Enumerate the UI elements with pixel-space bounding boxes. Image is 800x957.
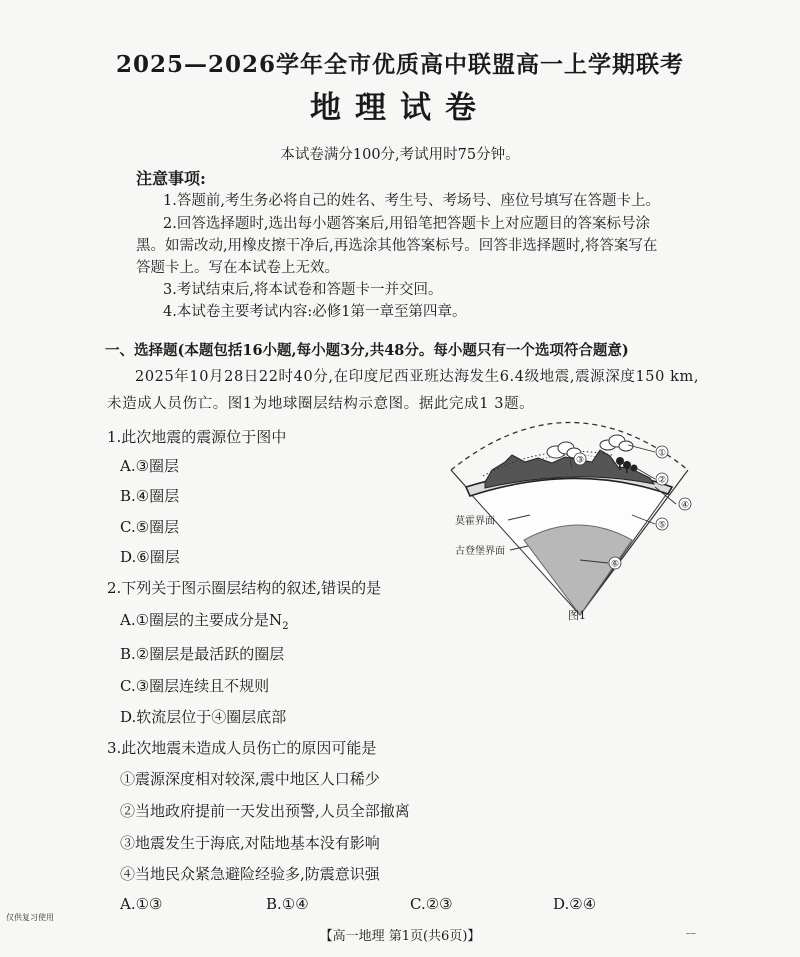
marker-1: ①: [657, 448, 667, 459]
marker-4: ④: [680, 500, 690, 511]
corner-mark: ㅡ: [686, 930, 696, 941]
q2-option-c: C.③圈层连续且不规则: [120, 677, 270, 695]
marker-3: ③: [575, 455, 585, 466]
moho-label: 莫霍界面: [455, 516, 495, 527]
q1-option-d: D.⑥圈层: [120, 548, 180, 566]
q3-option-c: C.②③: [410, 895, 453, 913]
q3-statement-3: ③地震发生于海底,对陆地基本没有影响: [120, 834, 380, 852]
exam-title: 2025—2026学年全市优质高中联盟高一上学期联考: [115, 51, 685, 78]
q1-option-c: C.⑤圈层: [120, 518, 180, 536]
q3-statement-2: ②当地政府提前一天发出预警,人员全部撤离: [120, 802, 410, 820]
q2-option-b: B.②圈层是最活跃的圈层: [120, 645, 285, 663]
q3-option-d: D.②④: [553, 895, 597, 913]
notice-line-2: 2.回答选择题时,选出每小题答案后,用铅笔把答题卡上对应题目的答案标号涂: [163, 216, 651, 232]
q2-option-a: A.①圈层的主要成分是$N_2$: [120, 611, 289, 632]
notice-line-6: 4.本试卷主要考试内容:必修1第一章至第四章。: [163, 304, 467, 320]
section-intro-2: 未造成人员伤亡。图1为地球圈层结构示意图。据此完成1 3题。: [107, 396, 535, 412]
q1-option-a: A.③圈层: [120, 457, 180, 475]
notice-line-5: 3.考试结束后,将本试卷和答题卡一并交回。: [163, 282, 443, 298]
question-3-stem: 3.此次地震未造成人员伤亡的原因可能是: [107, 739, 377, 757]
figure-caption: 图1: [568, 609, 586, 622]
exam-note: 本试卷满分100分,考试用时75分钟。: [280, 147, 520, 163]
marker-2: ②: [657, 475, 667, 486]
gutenberg-label: 古登堡界面: [455, 546, 505, 557]
cloud-icon: [600, 435, 633, 451]
q1-option-b: B.④圈层: [120, 487, 180, 505]
question-2-stem: 2.下列关于图示圈层结构的叙述,错误的是: [107, 579, 382, 597]
notice-line-3: 黑。如需改动,用橡皮擦干净后,再选涂其他答案标号。回答非选择题时,将答案写在: [136, 238, 658, 254]
q3-option-b: B.①④: [266, 895, 309, 913]
notice-line-4: 答题卡上。写在本试卷上无效。: [136, 260, 339, 276]
page-footer: 【高一地理 第1页(共6页)】: [319, 929, 481, 944]
marker-5: ⑤: [657, 520, 667, 531]
q3-option-a: A.①③: [120, 895, 163, 913]
earth-layers-figure: [440, 415, 710, 625]
section-intro-1: 2025年10月28日22时40分,在印度尼西亚班达海发生6.4级地震,震源深度150 km,: [135, 369, 700, 385]
marker-6: ⑥: [610, 559, 620, 570]
notice-heading: 注意事项:: [136, 169, 206, 188]
subject-title: 地理试卷: [310, 90, 490, 126]
section-heading: 一、选择题(本题包括16小题,每小题3分,共48分。每小题只有一个选项符合题意): [105, 342, 629, 359]
side-note: 仅供复习使用: [6, 913, 54, 922]
notice-line-1: 1.答题前,考生务必将自己的姓名、考生号、考场号、座位号填写在答题卡上。: [163, 193, 660, 209]
question-1-stem: 1.此次地震的震源位于图中: [107, 428, 287, 446]
q2-option-d: D.软流层位于④圈层底部: [120, 708, 287, 726]
q3-statement-1: ①震源深度相对较深,震中地区人口稀少: [120, 770, 380, 788]
q3-statement-4: ④当地民众紧急避险经验多,防震意识强: [120, 865, 380, 883]
